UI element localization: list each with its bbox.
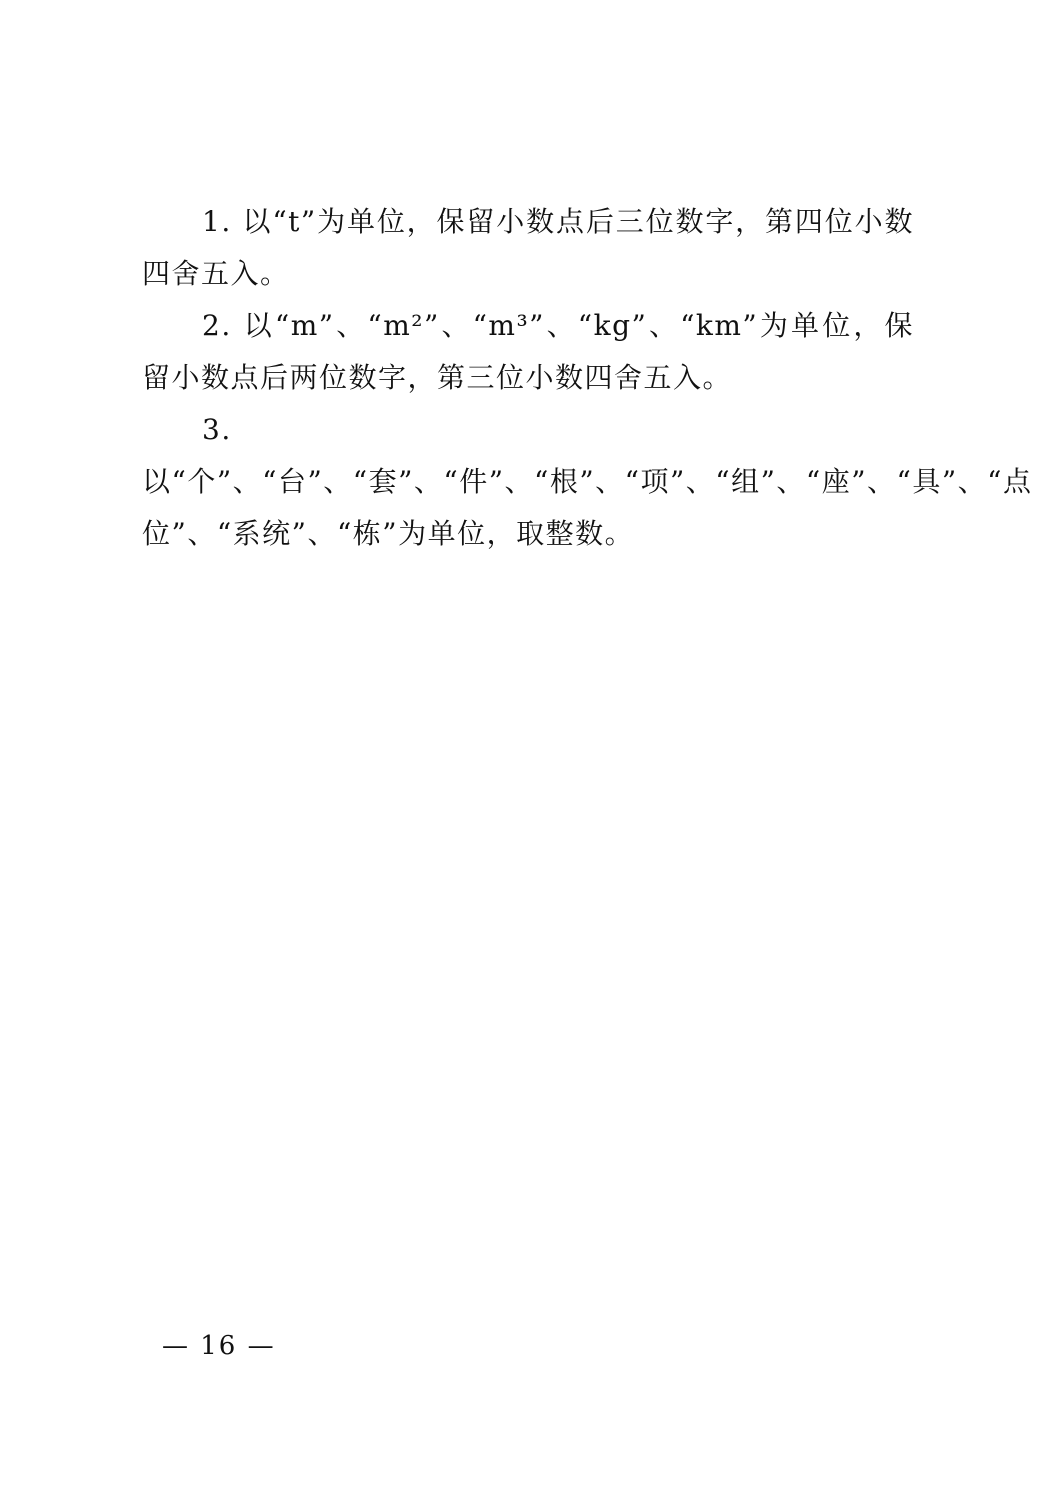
page-number: — 16 — bbox=[162, 1331, 276, 1361]
paragraph-rounding-count-units: 3. 以“个”、“台”、“套”、“件”、“根”、“项”、“组”、“座”、“具”、“点位”、“系统”、“栋”为单位，取整数。 bbox=[142, 413, 1033, 550]
body-text bbox=[142, 196, 1033, 560]
paragraph-rounding-metric-units: 2. 以“m”、“m²”、“m³”、“kg”、“km”为单位，保留小数点后两位数字，第三位小数四舍五入。 bbox=[142, 309, 914, 394]
paragraph-rounding-tonnes: 1. 以“t”为单位，保留小数点后三位数字，第四位小数四舍五入。 bbox=[142, 205, 914, 290]
